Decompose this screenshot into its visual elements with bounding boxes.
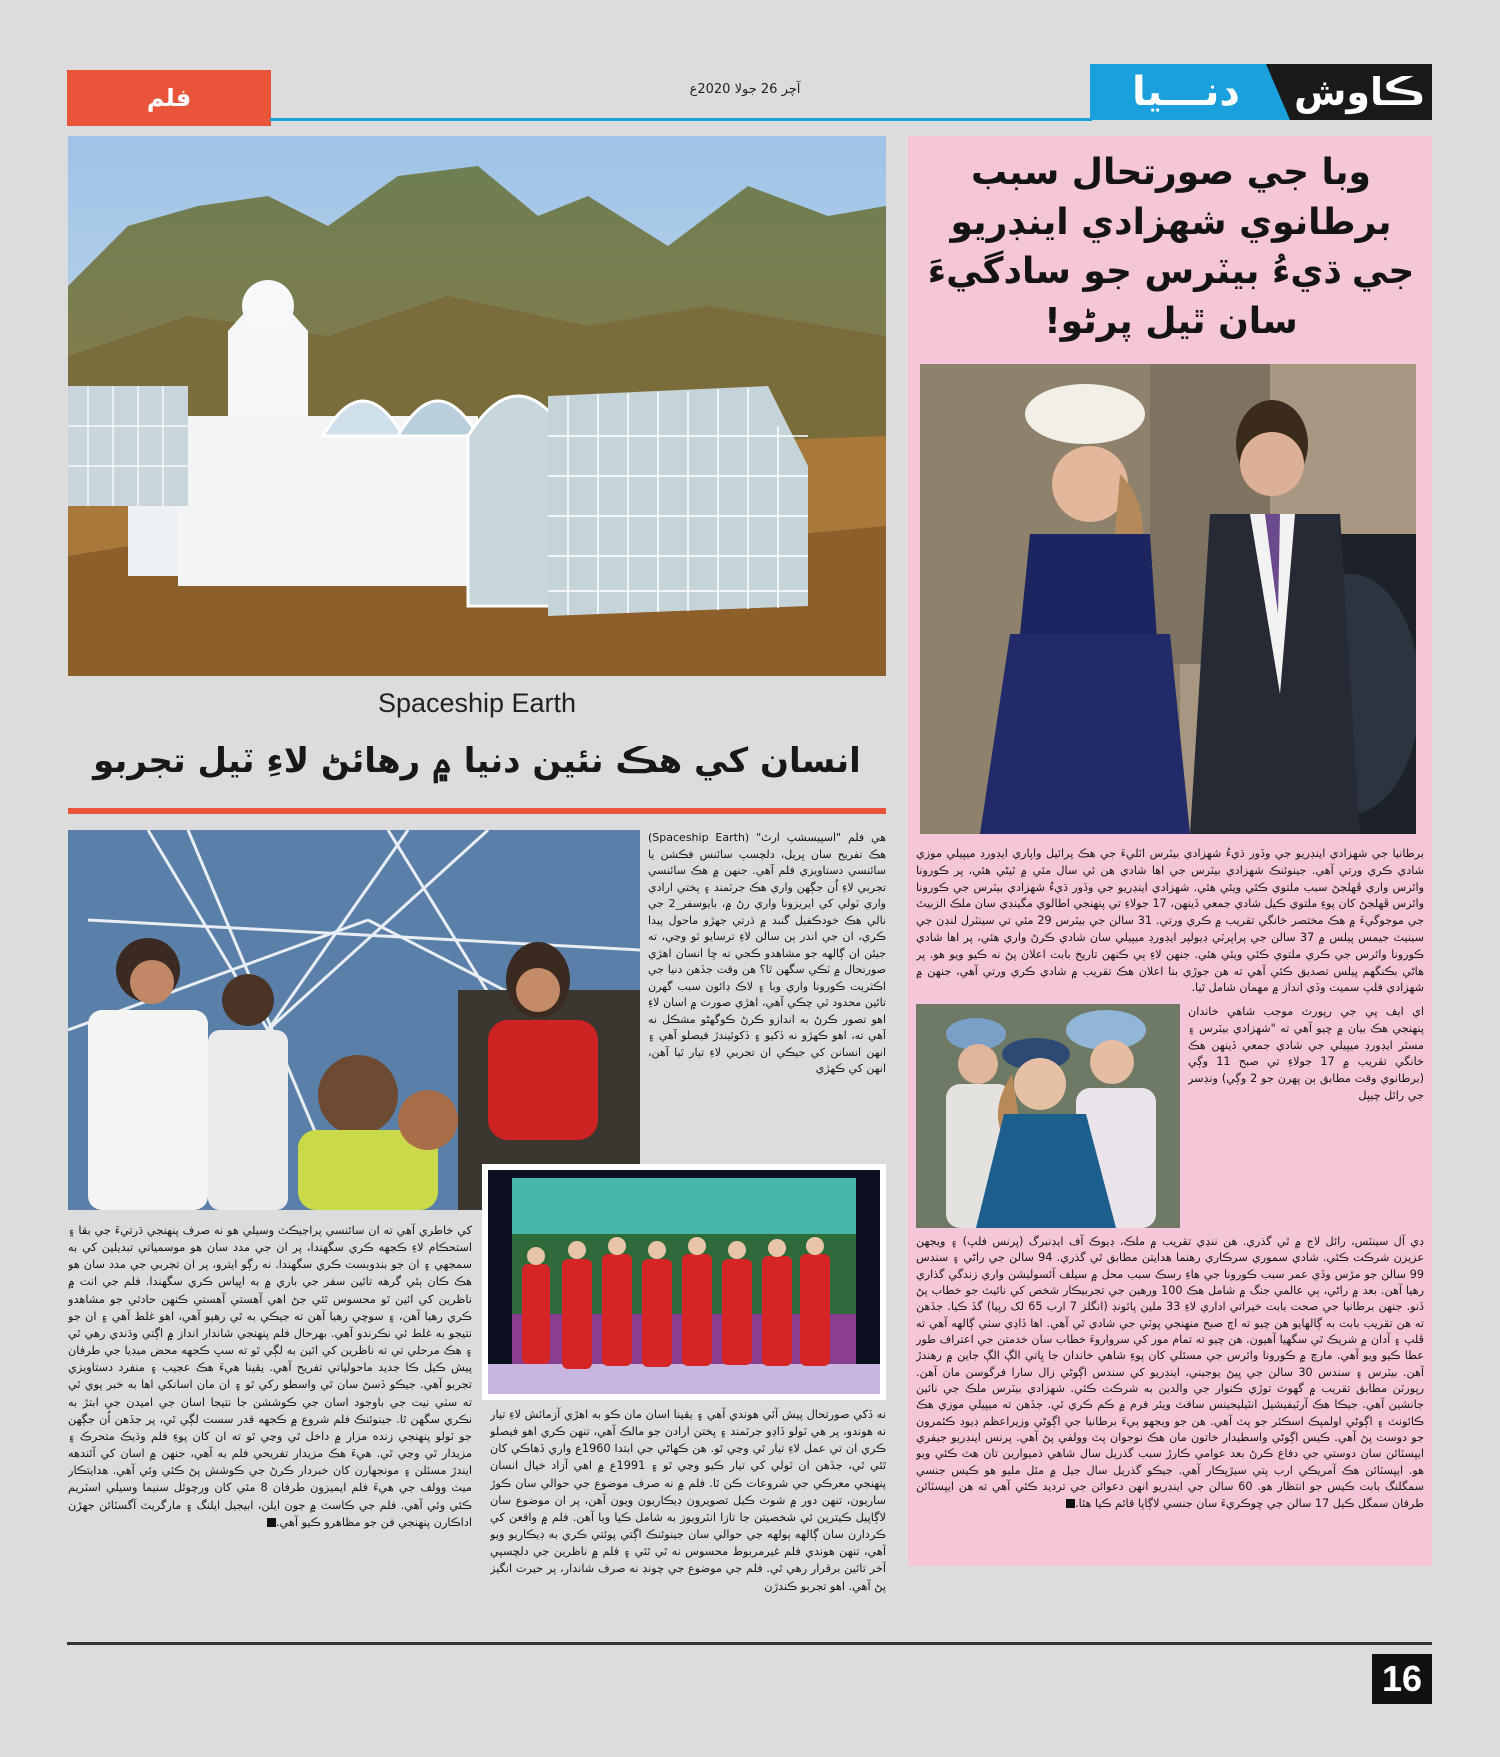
masthead-logo [1090, 64, 1432, 120]
article-kicker: Spaceship Earth [377, 688, 577, 718]
crew-visitors-photo [68, 830, 640, 1210]
headline-rule [68, 808, 886, 814]
royal-lower-body: ڊي آل سينٽس، رائل لاج ۾ ٿي گذري. هن ننڍي تقريب ۾ ملڪ، ڊيوڪ آف ايڊنبرگ (پرنس فلپ) ۽ ويجهن عزيزن شرڪت ڪئي. شادي سموري سرڪاري رهنما هدايتن مطابق ٿي گذري. 94 سالن جي راڻي ۽ سندس 99 سالن جو مڙس وڏي عمر سبب ڪورونا جي هاءِ رسڪ سبب محل ۾ سيلف آئسوليشن واري زندگي گذاري رهيا آهن. بعد ۾ راڻي، ٻي عالمي جنگ ۾ شامل هڪ 100 ورهين جي تجربيڪار شخص کي نائيٽ جو خطاب پڻ ڏنو. جنهن برطانيا جي صحت بابت خيراتي اداري لاءِ 33 ملين پائونڊ (انگلز 7 ارب 65 لک رپيا) گڏ ڪيا. جڏهن ته هن تقريب بابت به ڳالهايو هن چيو ته اڄ صبح منهنجي پوٽي جي شادي ٿي آهي. اها ڏاڍي سٺي ڳالهه آهي ته ڦلپ ۽ آدان ۾ شريڪ ٿي سگهيا آهيون. هن چيو ته تمام مور کي سرواروءَ خطاب سان خدمتن جي اعتراف طور عطا ڪيو ويو آهي. مارچ ۾ ڪورونا وائرس جي مسئلي کان پوءِ شاهي خاندان جا ڀاتي الڳ الڳ جاين ۾ رهندڙ آهن. بيٽرس ۽ سندس 30 سالن جي ڀيڻ يوجيني، اينڊريو کي سندس اڳوڻي زال سارا فرگوسن مان آهن. رپورٽن مطابق تقريب ۾ گهوٽ توڙي ڪنوار جي والدين به شرڪت ڪئي. شهزادي بيٽرس ملڪ جي نائين جانشين آهي. جيڪا هڪ آرٽيفيشيل انٽيليجينس سافٽ ويئر فرم ۾ ڪم ڪري ٿي. جڏهن ته ميپيلي موزي هڪ ڪائونٽ ۽ اڳوڻي اولمپڪ اسڪئر جو پٽ آهي. هن جو ويجهو ٻيءَ برطانيا جي اڳوڻي وزيراعظم ڊيوڊ ڪئمرون جو دوست پڻ آهي. ڪيس اڳوڻي واسطيدار خاتون مان هڪ نوجوان پٽ وولفي پڻ آهي. پرنس اينڊريو جيفري ايپسٽائن سان دوستي جي دفاع ڪرڻ بعد عوامي ڪارڙ سبب گذريل سال شاهي ذميوارين تان هٽ ڪئي ويو هو. ايپسٽائن هڪ آمريڪي ارب پتي سيڙپڪار آهي. جيڪو گذريل سال جيل ۾ مئل مليو هو ڪيس جنسي سمگلنگ بابت ڪيس جو انتظار هو. 60 سالن جي اينڊريو انهن دعوائن جي ترديد ڪئي آهي ته هن ايپسٽائن طرفان سمگل ڪيل 17 سالن جي ڇوڪريءَ سان جنسي لاڳاپا قائم ڪيا هئا. [916, 1235, 1424, 1510]
masthead-dunya: دنـــيا [1132, 69, 1240, 115]
issue-date: آچر 26 جولا 2020ع [689, 82, 801, 97]
footer-rule [67, 1642, 1432, 1645]
royal-wedding-headline: وبا جي صورتحال سبب برطانوي شهزادي اينڊريو جي ڌيءُ بيٽرس جو سادگيءَ سان ٿيل پرڻو! [927, 152, 1415, 343]
left-article-col-center: نه ڏکي صورتحال پيش آئي هوندي آهي ۽ يقينا اسان مان ڪو به اهڙي آزمائش لاءِ تيار نه هوندو، پر هي ٽولو ڏاڍو جرٽمند ۽ پختن ارادن جو مالڪ آهي، تنهن ڪري اهو فيصلو ڪري ان تي عمل لاءِ تيار ٿي وڃي ٿو. هن ڪهاڻي جي ابتدا 1960ع واري ڏهاڪي کان ٿئي ٿي، جڏهن ان ٽولي کي تيار ڪيو وڃي ٿو ۽ 1991ع ۾ اهي آزاد خيال انسان پنهنجي معرڪي جي شروعات ڪن ٿا. فلم ۾ نه صرف موضوع جي حوالي سان ڪوڙ ساريون، تنهن دور ۾ شوٽ ڪيل تصويرون ڊيڪاريون ويون آهن، پر ان موضوع سان لاڳاپيل ڪيترين ئي شخصيتن جا تازا انٽرويوز به شامل ڪيا ويا آهن. فلم ۾ واقعن کي ڪردارن سان ڳالهه ٻولهه جي حوالي سان جينوئنڪ اڳتي پوئتي ڪري به ڊيڪاريو ويو آهي، تنهن هوندي فلم غيرمربوط محسوس نه ٿي ٿئي ۽ فلم ۾ ناظرين جي دلچسپي آخر تائين برقرار رهي ٿي. فلم جي موضوع جي چونڊ نه صرف شاندار، پر حيرت انگيز پڻ آهي. اهو تجربو ڪندڙن [490, 1408, 886, 1593]
beatrice-hat-photo [916, 1004, 1180, 1228]
royal-lower-text [916, 1234, 1424, 1560]
masthead-kawish: ڪاوش [1294, 70, 1426, 114]
biosphere-photo [68, 136, 886, 676]
section-label: فلم [67, 70, 271, 126]
left-article-col-right: هي فلم "اسپيسشپ ارٿ" (Spaceship Earth) هڪ تفريح سان ڀريل، دلچسپ سائنس فڪشن يا سائنسي دستاويزي فلم آهي. جنهن ۾ هڪ سائنسي تجربي لاءِ اُن جڳهن واري هڪ جرٽمند ۽ پختي ارادي واري ٽولي کي ايريزونا واري رڻ ۾، بايوسفر_2 جي نالي هڪ خودڪفيل گنبد ۾ ڌرتي جهڙو ماحول پيدا ڪري، ان جي اندر ٻن سالن لاءِ ترسايو ٿو وڃي، ته جيئن ان ڳالهه جو مشاهدو ڪجي ته ڇا انسان اهڙي صورتحال ۾ ٽڪي سگهن ٿا؟ هن وقت جڏهن دنيا جي اڪثريت ڪورونا واري وبا ۽ لاڪ ڊائون سبب گهرن تائين محدود ٿي چڪي آهي، اهڙي صورت ۾ اسان لاءِ اهو تصور ڪرڻ به اندازو ڪرڻ ڪوگهڻو مشڪل نه آهي ته، اهو ڪهڙو نه ڏکيو ۽ ڏکوئيندڙ فيصلو آهي ۽ انهن انسانن کي جيڪي ان تجربي لاءِ تيار ٿيا آهن، انهن کي ڪهڙي [648, 831, 886, 1075]
end-mark-right [1066, 1499, 1075, 1508]
royal-middle-text: اي ايف پي جي رپورٽ موجب شاهي خاندان پنهنجي هڪ بيان ۾ چيو آهي ته "شهزادي بيٽرس ۽ مسٽر ايڊورڊ ميپيلي جي شادي جمعي ڏينهن هڪ خانگي تقريب ۾ 17 جولاءِ تي صبح 11 وڳي (برطانوي وقت مطابق ٻن پهرن جو 2 وڳي) ونڊسر جي رائل چيپل [1188, 1005, 1424, 1102]
left-col-text: کي خاطري آهي ته ان سائنسي پراجيڪٽ وسيلي هو نه صرف پنهنجي ڌرتيءَ جي بقا ۽ استحڪام لاءِ ڪجهه ڪري سگهندا، پر ان جي مدد سان هو موسمياتي تبديلين کي به سمجهي ۽ ان جو بندوبست ڪري سگهندا. نه رڳو ايترو، پر ان تجربي جي مدد سان هو هڪ ڪان ٻئي گرهه تائين سفر جي باري ۾ به اڀياس ڪري سگهندا. فلم جي انت ۾ ناظرين کي ائين ٿو محسوس ٿئي جڻ اهي آهستي آهستي ڪنهن حادثي جو مشاهدو ڪري رهيا آهن، ۽ سوچي رهيا آهن ته جيڪي به ٿي رهيو آهي، اهو غلط آهي ۽ ان جو نتيجو به غلط ئي نڪرندو آهي. بهرحال فلم پنهنجي شاندار انداز ۾ اڳتي وڌندي رهي ٿي ۽ هڪ مرحلي تي ته ناظرين کي ائين به لڳي ٿو ته سڀ ڪجهه محض ميڊيا جي طرفان پيش ڪيل ڪا جديد ماحولياتي تفريح آهي. يقينا هيءَ هڪ عجيب ۽ منفرد دستاويزي تجربو آهي. جيڪو ڏسڻ سان ٿي واسطو رکي ٿو ۽ ان مان اسانکي اها به خبر پوي ٿي ته سٺي نيت جي باوجود اسان جي ڪوششن جا نتيجا اسان جي اميدن جي ابتڙ به نڪري سگهن ٿا. جينوئنڪ فلم شروع ۾ ڪجهه قدر سست لڳي ٿي، پر جڏهن اُن جڳهن جو ٽولو پنهنجي زنده مزار ۾ داخل ٿي وڃي ٿو ته ان کان پوءِ فلم وڌيڪ متحرڪ ۽ مزيدار ٿي وڃي ٿي. هيءَ هڪ مزيدار تفريحي فلم به آهي، جنهن ۾ اسان کي آئندهه ايندڙ مسئلن ۽ مونجهارن کان خبردار ڪرڻ جي ڪوشش پڻ ڪئي وئي آهي. هدايتڪار ميٽ وولف جي هيءَ فلم ايميزون طرفان 8 مئي کان ورچوئل سنيما وسيلي اسٽريم ڪئي وئي آهي. فلم جي ڪاسٽ ۾ جون ايلن، ابيجيل ايلنگ ۽ مارگريٽ آگسٽائن جهڙن اداڪارن پنهنجي فن جو مظاهرو ڪيو آهي. [68, 1224, 472, 1529]
beatrice-edoardo-photo [920, 364, 1416, 834]
biospherians-red-suits-photo [482, 1164, 886, 1400]
header-rule [270, 118, 1092, 121]
article-headline: انسان کي هڪ نئين دنيا ۾ رهائڻ لاءِ ٽيل تجربو [93, 741, 861, 781]
end-mark [267, 1518, 276, 1527]
left-article-col-left [68, 1222, 472, 1634]
page-number: 16 [1372, 1654, 1432, 1704]
royal-upper-text: برطانيا جي شهزادي اينڊريو جي وڏور ڌيءُ شهزادي بيٽرس اٽليءَ جي هڪ پرائيل واپاري ايڊورڊ ميپيلي موزي شادي ڪري ورتي آهي. جينوئنڪ شهزادي بيٽرس جي اها شادي هن ئي سال مئي ۾ ٿيڻي هئي، پر ڪورونا وائرس واري ڦهلجڻ سبب ملتوي ڪئي ويئي هئي. شهزادي اينڊريو جي وڏور ڌيءُ شهزادي بيٽرس جي ڪورونا وائرس ڦهلجڻ کان پوءِ ملتوي ڪيل شادي جمعي ڏينهن، 17 جولاءِ تي پنهنجي اطالوي مگينڊي سان ملڪ الزبيٿ جي موجوگيءَ ۾ هڪ مختصر خانگي تقريب ۾ ڪري ورتي. 31 سالن جي بيٽرس 29 مئي تي سينٽرل لنڊن جي سينيٽ جيمس پيلس ۾ 37 سالن جي پراپرٽي ڊيولپر ايڊورڊ ميپيلي سان شادي ڪرڻ واري هئي، پر اها شادي ڪورونا وائرس جي ڪري ملتوي ڪئي ويئي هئي. جنهن لاءِ ٻي ڪنهن تاريخ بابت اعلان پڻ نه ڪيو ويو هو. پر هاڻي بڪنگهم پيلس تصديق ڪئي آهي ته هن جوڙي بنا اعلان هڪ تقريب ۾ شادي ڪري ورتي آهي، جنهن ۾ شهزادي فلپ سميت وڏي انداز ۾ مهمان شامل ٿيا. [916, 847, 1424, 994]
